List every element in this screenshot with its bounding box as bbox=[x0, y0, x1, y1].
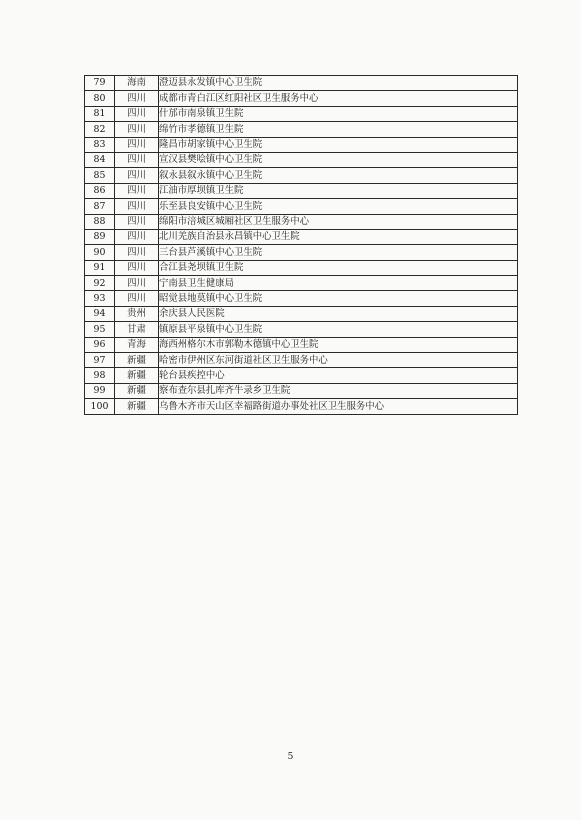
row-institution-name: 绵竹市孝德镇卫生院 bbox=[159, 122, 518, 137]
table-row bbox=[85, 291, 518, 306]
table-row bbox=[85, 322, 518, 337]
row-number: 85 bbox=[85, 168, 115, 183]
row-number: 87 bbox=[85, 199, 115, 214]
row-province: 青海 bbox=[115, 337, 159, 352]
table-row bbox=[85, 276, 518, 291]
table-row bbox=[85, 383, 518, 398]
row-province: 四川 bbox=[115, 245, 159, 260]
row-province: 贵州 bbox=[115, 306, 159, 321]
table-row bbox=[85, 214, 518, 229]
institution-table bbox=[84, 75, 518, 415]
row-number: 86 bbox=[85, 183, 115, 198]
table-row bbox=[85, 152, 518, 167]
row-province: 新疆 bbox=[115, 383, 159, 398]
row-number: 82 bbox=[85, 122, 115, 137]
row-number: 94 bbox=[85, 306, 115, 321]
table-row bbox=[85, 168, 518, 183]
row-institution-name: 乌鲁木齐市天山区幸福路街道办事处社区卫生服务中心 bbox=[159, 399, 518, 414]
row-number: 93 bbox=[85, 291, 115, 306]
table-row bbox=[85, 76, 518, 91]
row-province: 四川 bbox=[115, 260, 159, 275]
row-number: 97 bbox=[85, 353, 115, 368]
table-row bbox=[85, 122, 518, 137]
row-institution-name: 合江县尧坝镇卫生院 bbox=[159, 260, 518, 275]
table-row bbox=[85, 353, 518, 368]
row-institution-name: 绵阳市涪城区城厢社区卫生服务中心 bbox=[159, 214, 518, 229]
row-number: 100 bbox=[85, 399, 115, 414]
table-row bbox=[85, 399, 518, 414]
row-institution-name: 海西州格尔木市郭勒木德镇中心卫生院 bbox=[159, 337, 518, 352]
row-number: 80 bbox=[85, 91, 115, 106]
row-number: 96 bbox=[85, 337, 115, 352]
row-institution-name: 什邡市南泉镇卫生院 bbox=[159, 106, 518, 121]
row-province: 海南 bbox=[115, 76, 159, 91]
row-institution-name: 镇原县平泉镇中心卫生院 bbox=[159, 322, 518, 337]
row-province: 甘肃 bbox=[115, 322, 159, 337]
row-institution-name: 宁南县卫生健康局 bbox=[159, 276, 518, 291]
row-province: 四川 bbox=[115, 152, 159, 167]
row-province: 新疆 bbox=[115, 368, 159, 383]
row-institution-name: 成都市青白江区红阳社区卫生服务中心 bbox=[159, 91, 518, 106]
row-province: 四川 bbox=[115, 183, 159, 198]
table-row bbox=[85, 368, 518, 383]
row-number: 98 bbox=[85, 368, 115, 383]
row-number: 95 bbox=[85, 322, 115, 337]
row-province: 新疆 bbox=[115, 353, 159, 368]
row-province: 四川 bbox=[115, 229, 159, 244]
table-row bbox=[85, 183, 518, 198]
row-institution-name: 哈密市伊州区东河街道社区卫生服务中心 bbox=[159, 353, 518, 368]
table-row bbox=[85, 337, 518, 352]
row-institution-name: 北川羌族自治县永昌镇中心卫生院 bbox=[159, 229, 518, 244]
row-institution-name: 隆昌市胡家镇中心卫生院 bbox=[159, 137, 518, 152]
row-institution-name: 察布查尔县扎库齐牛录乡卫生院 bbox=[159, 383, 518, 398]
table-row bbox=[85, 91, 518, 106]
row-institution-name: 宣汉县樊哙镇中心卫生院 bbox=[159, 152, 518, 167]
row-number: 81 bbox=[85, 106, 115, 121]
row-province: 四川 bbox=[115, 91, 159, 106]
row-institution-name: 余庆县人民医院 bbox=[159, 306, 518, 321]
row-number: 84 bbox=[85, 152, 115, 167]
institution-table-body bbox=[85, 76, 518, 415]
row-province: 四川 bbox=[115, 291, 159, 306]
row-province: 四川 bbox=[115, 106, 159, 121]
table-row bbox=[85, 199, 518, 214]
table-row bbox=[85, 229, 518, 244]
row-number: 88 bbox=[85, 214, 115, 229]
row-institution-name: 江油市厚坝镇卫生院 bbox=[159, 183, 518, 198]
table-row bbox=[85, 260, 518, 275]
row-number: 89 bbox=[85, 229, 115, 244]
row-institution-name: 轮台县疾控中心 bbox=[159, 368, 518, 383]
table-row bbox=[85, 137, 518, 152]
row-province: 四川 bbox=[115, 214, 159, 229]
row-province: 四川 bbox=[115, 137, 159, 152]
row-number: 83 bbox=[85, 137, 115, 152]
row-number: 91 bbox=[85, 260, 115, 275]
row-institution-name: 澄迈县永发镇中心卫生院 bbox=[159, 76, 518, 91]
row-institution-name: 叙永县叙永镇中心卫生院 bbox=[159, 168, 518, 183]
row-number: 90 bbox=[85, 245, 115, 260]
table-row bbox=[85, 245, 518, 260]
row-number: 79 bbox=[85, 76, 115, 91]
row-number: 99 bbox=[85, 383, 115, 398]
row-province: 四川 bbox=[115, 276, 159, 291]
row-province: 四川 bbox=[115, 199, 159, 214]
row-province: 新疆 bbox=[115, 399, 159, 414]
row-province: 四川 bbox=[115, 122, 159, 137]
row-institution-name: 三台县芦溪镇中心卫生院 bbox=[159, 245, 518, 260]
row-province: 四川 bbox=[115, 168, 159, 183]
table-row bbox=[85, 106, 518, 121]
row-institution-name: 昭觉县地莫镇中心卫生院 bbox=[159, 291, 518, 306]
table-row bbox=[85, 306, 518, 321]
row-institution-name: 乐至县良安镇中心卫生院 bbox=[159, 199, 518, 214]
row-number: 92 bbox=[85, 276, 115, 291]
page-number: 5 bbox=[287, 752, 294, 762]
